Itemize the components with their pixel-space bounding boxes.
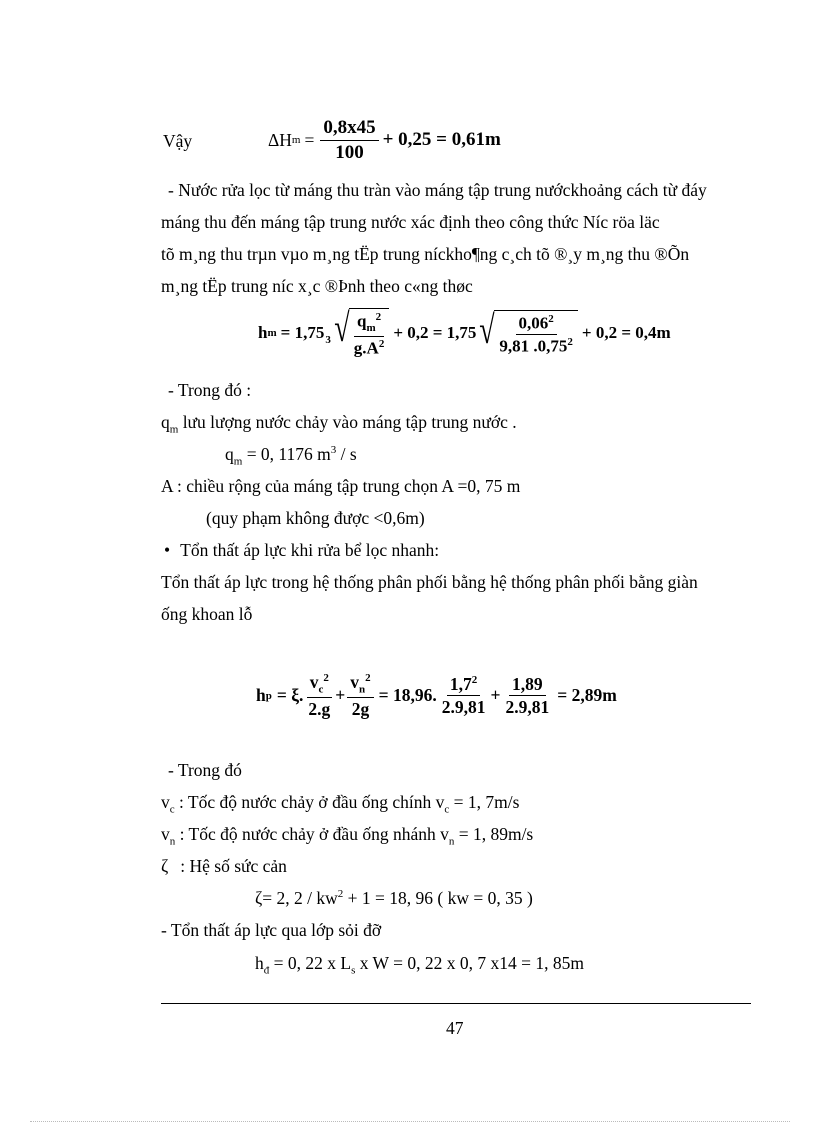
qm-val-sub: m	[233, 455, 243, 468]
hd-tail: x W = 0, 22 x 0, 7 x14 = 1, 85m	[359, 953, 584, 973]
equation-h-p	[256, 672, 617, 719]
eq3-frac2	[347, 672, 373, 719]
eq3-f1-den: 2.g	[308, 699, 331, 720]
eq2-num-sub: m	[366, 322, 376, 335]
eq2-num2: 0,06	[518, 313, 549, 333]
qm-val-text: = 0, 1176 m	[246, 444, 331, 464]
footer-divider	[161, 1003, 751, 1004]
eq3-f3-den: 2.9,81	[441, 697, 486, 718]
vn-tail: = 1, 89m/s	[458, 824, 534, 844]
eq2-num: q	[356, 311, 367, 331]
eq2-index: 3	[325, 333, 331, 346]
eq1-eq: =	[304, 129, 315, 150]
zeta-val-text: ζ= 2, 2 / kw	[255, 888, 338, 908]
eq2-radical-2	[476, 306, 577, 356]
vn-sym: v	[161, 824, 170, 844]
bullet-text: Tổn thất áp lực khi rửa bể lọc nhanh:	[180, 540, 440, 560]
eq3-f2-den: 2g	[351, 699, 370, 720]
vc-definition	[161, 792, 519, 816]
eq3-p1: = ξ.	[276, 685, 304, 706]
eq3-f4-num: 1,89	[509, 674, 546, 696]
eq1-prefix: Vậy	[163, 131, 193, 151]
a-definition: A : chiều rộng của máng tập trung chọn A =0, 75 m	[161, 476, 521, 496]
para1-line3: tõ m¸ng thu trµn vµo m¸ng tËp trung níckho¶ng c¸ch tõ ®¸y m¸ng thu ®Õn	[161, 244, 690, 264]
eq2-num-sup: 2	[375, 311, 382, 323]
eq3-f1-num: v	[309, 672, 319, 692]
qm-sub: m	[169, 423, 179, 436]
zeta-sym: ζ	[161, 856, 169, 876]
eq3-f2-num-sub: n	[359, 683, 366, 696]
eq3-p3: = 2,89m	[557, 685, 617, 706]
eq3-plus2: +	[490, 685, 501, 706]
hd-sym: h	[255, 953, 264, 973]
vn-text: : Tốc độ nước chảy ở đầu ống nhánh v	[179, 824, 449, 844]
page-number: 47	[446, 1018, 464, 1038]
eq2-p1: = 1,75	[280, 322, 325, 342]
equation-delta-h	[268, 117, 501, 164]
zeta-definition	[161, 856, 287, 877]
eq1-lhs: ΔH	[268, 129, 292, 150]
eq2-p2: + 0,2 = 1,75	[393, 322, 477, 342]
zeta-value	[255, 888, 533, 909]
eq1-lhs-sub: m	[291, 134, 301, 147]
vc-text: : Tốc độ nước chảy ở đầu ống chính v	[179, 792, 445, 812]
eq2-num2-sup: 2	[548, 312, 554, 325]
zeta-text: : Hệ số sức cản	[180, 856, 287, 876]
eq3-frac4	[502, 674, 552, 717]
qm-val-sup: 3	[330, 444, 337, 457]
eq3-f2-num-sup: 2	[365, 672, 371, 685]
qm-value	[225, 444, 357, 468]
bullet-item	[164, 540, 439, 561]
para1-line4: m¸ng tËp trung níc x¸c ®Þnh theo c«ng thøc	[161, 276, 473, 296]
vn-sub: n	[169, 835, 176, 848]
qm-text: lưu lượng nước chảy vào máng tập trung nước .	[182, 412, 517, 432]
vn-sub2: n	[448, 835, 455, 848]
eq3-f1-num-sub: c	[318, 683, 324, 696]
eq2-lhs: h	[258, 322, 268, 342]
zeta-val-tail: + 1 = 18, 96 ( kw = 0, 35 )	[347, 888, 533, 908]
vc-sub: c	[169, 803, 175, 816]
para2-line2: ống khoan lỗ	[161, 604, 253, 624]
hd-text: = 0, 22 x L	[273, 953, 352, 973]
hd-sub2: s	[351, 964, 356, 977]
hd-value	[255, 953, 584, 977]
eq3-lhs-sub: p	[265, 689, 272, 702]
eq2-radical-1	[331, 305, 389, 358]
radical-sign-icon: √	[334, 305, 350, 350]
eq2-lhs-sub: m	[267, 326, 277, 339]
eq3-f2-num: v	[350, 672, 359, 692]
where-label-2: - Trong đó	[168, 760, 242, 780]
vc-tail: = 1, 7m/s	[453, 792, 520, 812]
para1-line2: máng thu đến máng tập trung nước xác định theo công thức Níc röa läc	[161, 212, 660, 232]
qm-sym: q	[161, 412, 170, 432]
eq3-plus1: +	[335, 685, 346, 706]
radical-sign-icon: √	[479, 306, 496, 352]
equation-h-m	[258, 305, 671, 358]
qm-val-sym: q	[225, 444, 234, 464]
eq2-den: g.A	[353, 338, 379, 358]
gravel-heading: - Tổn thất áp lực qua lớp sỏi đỡ	[161, 920, 382, 940]
eq3-lhs: h	[256, 685, 266, 706]
eq3-f3-num-sup: 2	[471, 674, 478, 687]
zeta-val-sup: 2	[337, 888, 344, 901]
hd-sub: đ	[263, 964, 270, 977]
vc-sub2: c	[444, 803, 450, 816]
bullet-icon: •	[164, 540, 171, 560]
eq3-p2: = 18,96.	[378, 685, 437, 706]
eq2-p3: + 0,2 = 0,4m	[581, 322, 671, 342]
eq1-den: 100	[335, 141, 364, 163]
eq2-den2: 9,81 .0,75	[499, 336, 568, 356]
page-bottom-border	[30, 1121, 790, 1122]
a-note: (quy phạm không được <0,6m)	[206, 508, 425, 528]
eq1-num: 0,8x45	[320, 117, 378, 141]
eq3-frac1	[305, 672, 333, 719]
eq3-f4-den: 2.9,81	[505, 697, 550, 718]
para2-line1: Tổn thất áp lực trong hệ thống phân phối bằng hệ thống phân phối bằng giàn	[161, 572, 698, 592]
eq2-den-sup: 2	[378, 337, 385, 350]
qm-definition	[161, 412, 517, 436]
qm-val-tail: / s	[340, 444, 357, 464]
vc-sym: v	[161, 792, 170, 812]
eq1-fraction	[320, 117, 378, 164]
eq3-frac3	[439, 674, 489, 717]
eq1-rest: + 0,25 = 0,61m	[382, 129, 501, 151]
eq2-den2-sup: 2	[567, 335, 573, 348]
eq3-f3-num: 1,7	[449, 674, 472, 694]
para1-line1: - Nước rửa lọc từ máng thu tràn vào máng tập trung nướckhoảng cách từ đáy	[168, 180, 707, 200]
eq3-f1-num-sup: 2	[323, 672, 329, 685]
where-label-1: - Trong đó :	[168, 380, 252, 400]
vn-definition	[161, 824, 533, 848]
